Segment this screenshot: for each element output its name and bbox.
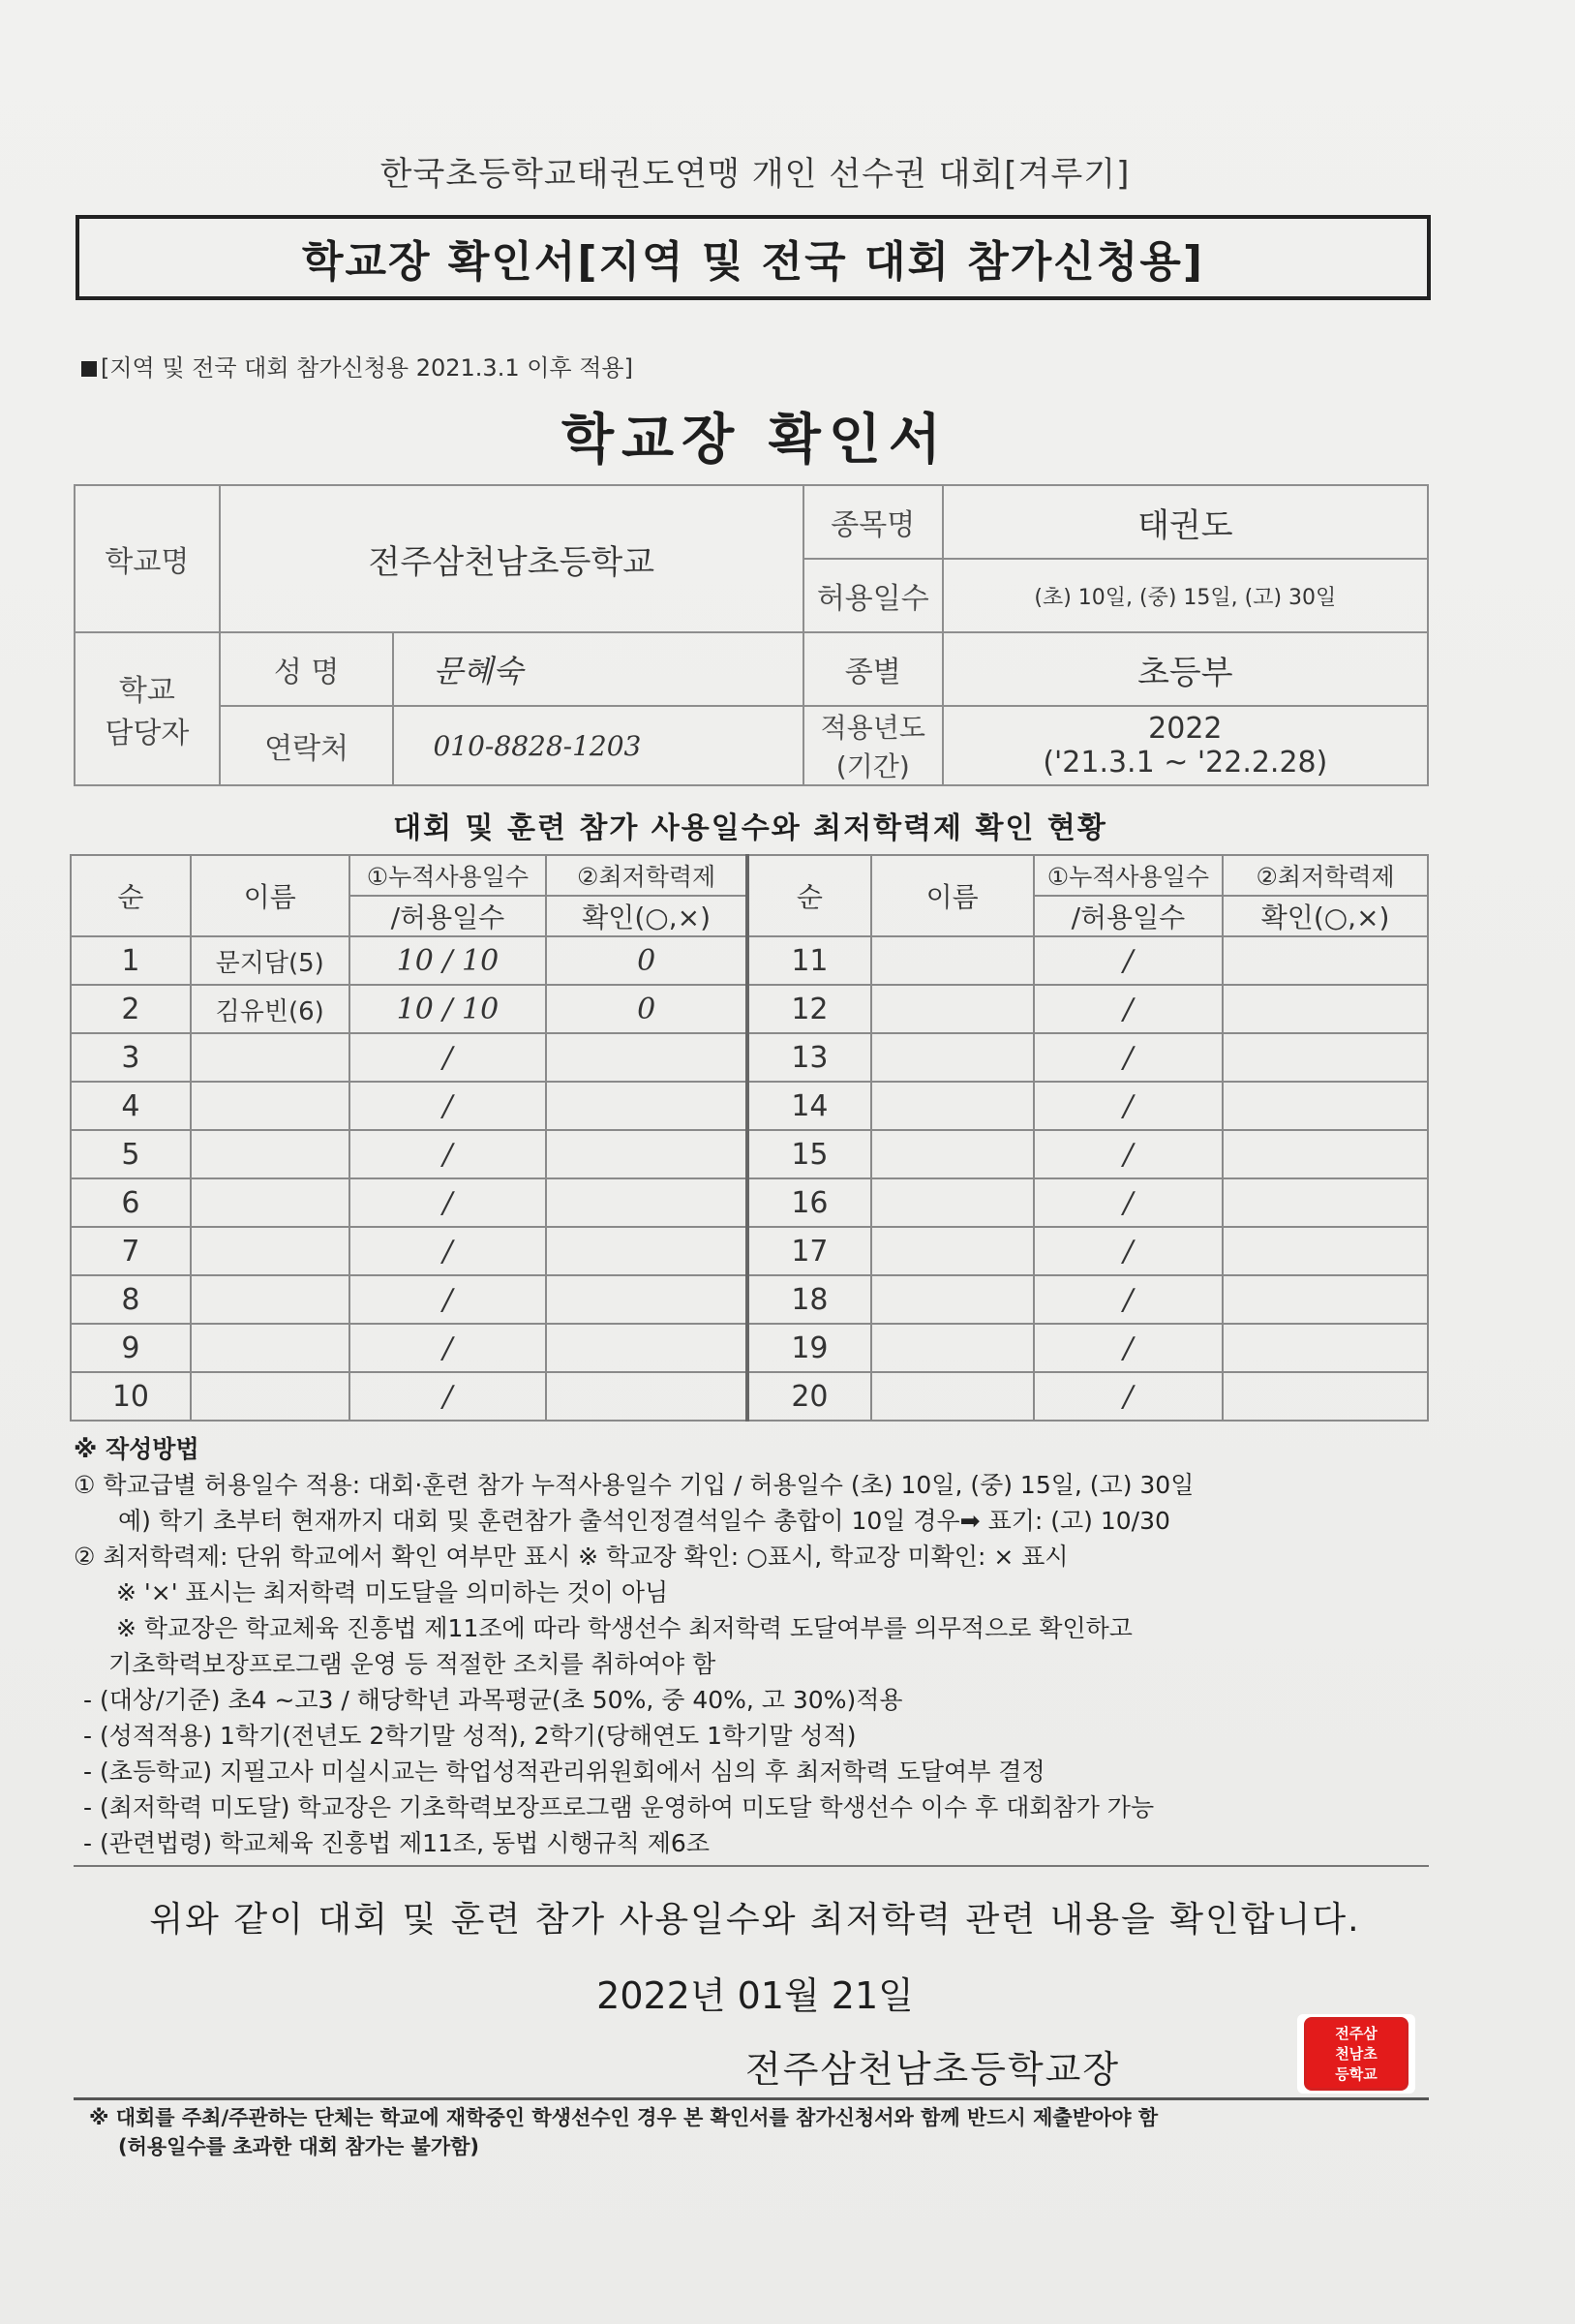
footer-note [89, 2103, 1464, 2161]
used-days: 10 / 10 [349, 985, 547, 1033]
used-days: 10 / 10 [349, 936, 547, 985]
division-value: 초등부 [943, 632, 1428, 706]
min-achievement-check [1223, 936, 1428, 985]
method-note-2: ※ 학교장은 학교체육 진흥법 제11조에 따라 학생선수 최저학력 도달여부를 의무적으로 확인하고 [116, 1614, 1133, 1642]
table-row [71, 936, 1428, 985]
header-days-left-2: /허용일수 [349, 896, 547, 936]
student-name [191, 1324, 349, 1372]
period-label-line1: 적용년도 [820, 712, 925, 744]
min-achievement-check [1223, 1082, 1428, 1130]
used-days: / [349, 1130, 547, 1178]
year-value: 2022 [1148, 712, 1223, 746]
row-number: 16 [747, 1178, 871, 1227]
used-days: / [1034, 1324, 1224, 1372]
student-name: 문지담(5) [191, 936, 349, 985]
used-days: / [349, 1372, 547, 1421]
student-name [871, 936, 1034, 985]
method-dash-3: - (초등학교) 지필고사 미실시교는 학업성적관리위원회에서 심의 후 최저학력 도달여부 결정 [83, 1758, 1045, 1786]
row-number: 3 [71, 1033, 191, 1082]
min-achievement-check [546, 1130, 747, 1178]
seal-text-line3: 등학교 [1335, 2064, 1378, 2083]
manager-name-value: 문혜숙 [393, 632, 803, 706]
form-title-box [76, 215, 1431, 300]
min-achievement-check [1223, 985, 1428, 1033]
period-label-line2: (기간) [835, 750, 910, 782]
used-days: / [349, 1082, 547, 1130]
min-achievement-check: 0 [546, 985, 747, 1033]
method-dash-2: - (성적적용) 1학기(전년도 2학기말 성적), 2학기(당해연도 1학기말 성적) [83, 1722, 857, 1750]
row-number: 11 [747, 936, 871, 985]
student-name [191, 1178, 349, 1227]
school-name-label: 학교명 [75, 485, 220, 632]
student-name [871, 1130, 1034, 1178]
row-number: 19 [747, 1324, 871, 1372]
period-range-value: ('21.3.1 ~ '22.2.28) [1043, 746, 1328, 780]
school-seal-stamp [1304, 2017, 1408, 2091]
issue-date: 2022년 01월 21일 [596, 1974, 914, 2017]
row-number: 15 [747, 1130, 871, 1178]
row-number: 7 [71, 1227, 191, 1275]
min-achievement-check [546, 1227, 747, 1275]
row-number: 5 [71, 1130, 191, 1178]
row-number: 17 [747, 1227, 871, 1275]
manager-label-line1: 학교 [118, 674, 175, 708]
min-achievement-check [1223, 1227, 1428, 1275]
row-number: 18 [747, 1275, 871, 1324]
row-number: 4 [71, 1082, 191, 1130]
min-achievement-check [546, 1178, 747, 1227]
min-achievement-check [546, 1082, 747, 1130]
student-name [871, 1275, 1034, 1324]
writing-method-section [74, 1431, 1468, 1861]
student-name [191, 1227, 349, 1275]
student-name [871, 1324, 1034, 1372]
min-achievement-check [1223, 1033, 1428, 1082]
square-bullet-icon [81, 361, 97, 377]
row-number: 2 [71, 985, 191, 1033]
event-value: 태권도 [943, 485, 1428, 559]
min-achievement-check [546, 1275, 747, 1324]
table-row [71, 985, 1428, 1033]
footer-line-2: (허용일수를 초과한 대회 참가는 불가함) [118, 2135, 480, 2158]
allowed-days-label: 허용일수 [803, 559, 943, 632]
applicability-note-text: [지역 및 전국 대회 참가신청용 2021.3.1 이후 적용] [101, 354, 633, 382]
used-days: / [1034, 1178, 1224, 1227]
period-value [943, 706, 1428, 785]
table-row [71, 1178, 1428, 1227]
usage-status-table [70, 854, 1429, 1422]
header-name-left: 이름 [191, 855, 349, 936]
used-days: / [1034, 936, 1224, 985]
header-no-right: 순 [747, 855, 871, 936]
header-name-right: 이름 [871, 855, 1034, 936]
row-number: 10 [71, 1372, 191, 1421]
used-days: / [1034, 1033, 1224, 1082]
period-label [803, 706, 943, 785]
method-dash-1: - (대상/기준) 초4 ~고3 / 해당학년 과목평균(초 50%, 중 40%, 고 30%)적용 [83, 1686, 903, 1714]
contact-label: 연락처 [220, 706, 394, 785]
used-days: / [1034, 1130, 1224, 1178]
min-achievement-check: 0 [546, 936, 747, 985]
table-row [71, 1227, 1428, 1275]
header-check-right-2: 확인(○,×) [1223, 896, 1428, 936]
table-row [71, 1275, 1428, 1324]
student-name [871, 1033, 1034, 1082]
row-number: 6 [71, 1178, 191, 1227]
divider [74, 1865, 1429, 1867]
student-name [871, 1372, 1034, 1421]
principal-signature-line: 전주삼천남초등학교장 [745, 2048, 1121, 2091]
page-title: 학교장 확인서 [560, 409, 950, 472]
manager-label [75, 632, 220, 785]
student-name [191, 1033, 349, 1082]
header-days-left-1: ①누적사용일수 [349, 855, 547, 896]
header-days-right-2: /허용일수 [1034, 896, 1224, 936]
school-seal [1297, 2014, 1415, 2094]
header-check-left-2: 확인(○,×) [546, 896, 747, 936]
applicability-note [81, 349, 633, 382]
used-days: / [349, 1178, 547, 1227]
min-achievement-check [546, 1033, 747, 1082]
event-label: 종목명 [803, 485, 943, 559]
row-number: 14 [747, 1082, 871, 1130]
used-days: / [1034, 1227, 1224, 1275]
student-name [871, 1227, 1034, 1275]
table-row [71, 1033, 1428, 1082]
table-row [71, 1130, 1428, 1178]
student-name [191, 1372, 349, 1421]
competition-title: 한국초등학교태권도연맹 개인 선수권 대회[겨루기] [379, 155, 1131, 194]
min-achievement-check [1223, 1372, 1428, 1421]
method-dash-4: - (최저학력 미도달) 학교장은 기초학력보장프로그램 운영하여 미도달 학생선수 이수 후 대회참가 가능 [83, 1793, 1155, 1821]
method-item-2: ② 최저학력제: 단위 학교에서 확인 여부만 표시 ※ 학교장 확인: ○표시, 학교장 미확인: × 표시 [74, 1543, 1069, 1571]
student-name [191, 1130, 349, 1178]
method-item-1: ① 학교급별 허용일수 적용: 대회·훈련 참가 누적사용일수 기입 / 허용일수 (초) 10일, (중) 15일, (고) 30일 [74, 1471, 1195, 1499]
student-name [191, 1275, 349, 1324]
used-days: / [349, 1275, 547, 1324]
used-days: / [349, 1227, 547, 1275]
row-number: 8 [71, 1275, 191, 1324]
used-days: / [1034, 1372, 1224, 1421]
seal-text-line2: 천남초 [1335, 2044, 1378, 2063]
min-achievement-check [546, 1372, 747, 1421]
row-number: 12 [747, 985, 871, 1033]
seal-text-line1: 전주삼 [1335, 2024, 1378, 2042]
contact-value: 010-8828-1203 [393, 706, 803, 785]
min-achievement-check [546, 1324, 747, 1372]
form-title: 학교장 확인서[지역 및 전국 대회 참가신청용] [302, 237, 1204, 287]
student-name [871, 985, 1034, 1033]
manager-label-line2: 담당자 [105, 717, 190, 750]
used-days: / [1034, 1275, 1224, 1324]
allowed-days-value: (초) 10일, (중) 15일, (고) 30일 [943, 559, 1428, 632]
min-achievement-check [1223, 1178, 1428, 1227]
used-days: / [1034, 1082, 1224, 1130]
student-name: 김유빈(6) [191, 985, 349, 1033]
student-name [871, 1082, 1034, 1130]
header-check-right-1: ②최저학력제 [1223, 855, 1428, 896]
header-no-left: 순 [71, 855, 191, 936]
footer-divider [74, 2097, 1429, 2100]
footer-line-1: ※ 대회를 주최/주관하는 단체는 학교에 재학중인 학생선수인 경우 본 확인서를 참가신청서와 함께 반드시 제출받아야 함 [89, 2106, 1159, 2129]
student-name [191, 1082, 349, 1130]
manager-name-label: 성 명 [220, 632, 394, 706]
min-achievement-check [1223, 1130, 1428, 1178]
row-number: 20 [747, 1372, 871, 1421]
row-number: 13 [747, 1033, 871, 1082]
min-achievement-check [1223, 1324, 1428, 1372]
method-note-1: ※ '×' 표시는 최저학력 미도달을 의미하는 것이 아님 [116, 1578, 669, 1606]
method-item-1-example: 예) 학기 초부터 현재까지 대회 및 훈련참가 출석인정결석일수 총합이 10일 경우➡ 표기: (고) 10/30 [118, 1507, 1170, 1535]
confirmation-statement: 위와 같이 대회 및 훈련 참가 사용일수와 최저학력 관련 내용을 확인합니다. [149, 1900, 1361, 1940]
used-days: / [349, 1033, 547, 1082]
school-name-value: 전주삼천남초등학교 [220, 485, 803, 632]
school-info-table [74, 484, 1429, 786]
division-label: 종별 [803, 632, 943, 706]
table-row [71, 1082, 1428, 1130]
header-check-left-1: ②최저학력제 [546, 855, 747, 896]
table-row [71, 1372, 1428, 1421]
header-days-right-1: ①누적사용일수 [1034, 855, 1224, 896]
row-number: 1 [71, 936, 191, 985]
method-title: ※ 작성방법 [74, 1435, 199, 1463]
student-name [871, 1178, 1034, 1227]
min-achievement-check [1223, 1275, 1428, 1324]
method-note-2-continued: 기초학력보장프로그램 운영 등 적절한 조치를 취하여야 함 [108, 1650, 716, 1678]
used-days: / [1034, 985, 1224, 1033]
used-days: / [349, 1324, 547, 1372]
table-row [71, 1324, 1428, 1372]
status-section-title: 대회 및 훈련 참가 사용일수와 최저학력제 확인 현황 [393, 811, 1107, 845]
method-dash-5: - (관련법령) 학교체육 진흥법 제11조, 동법 시행규칙 제6조 [83, 1829, 710, 1857]
row-number: 9 [71, 1324, 191, 1372]
